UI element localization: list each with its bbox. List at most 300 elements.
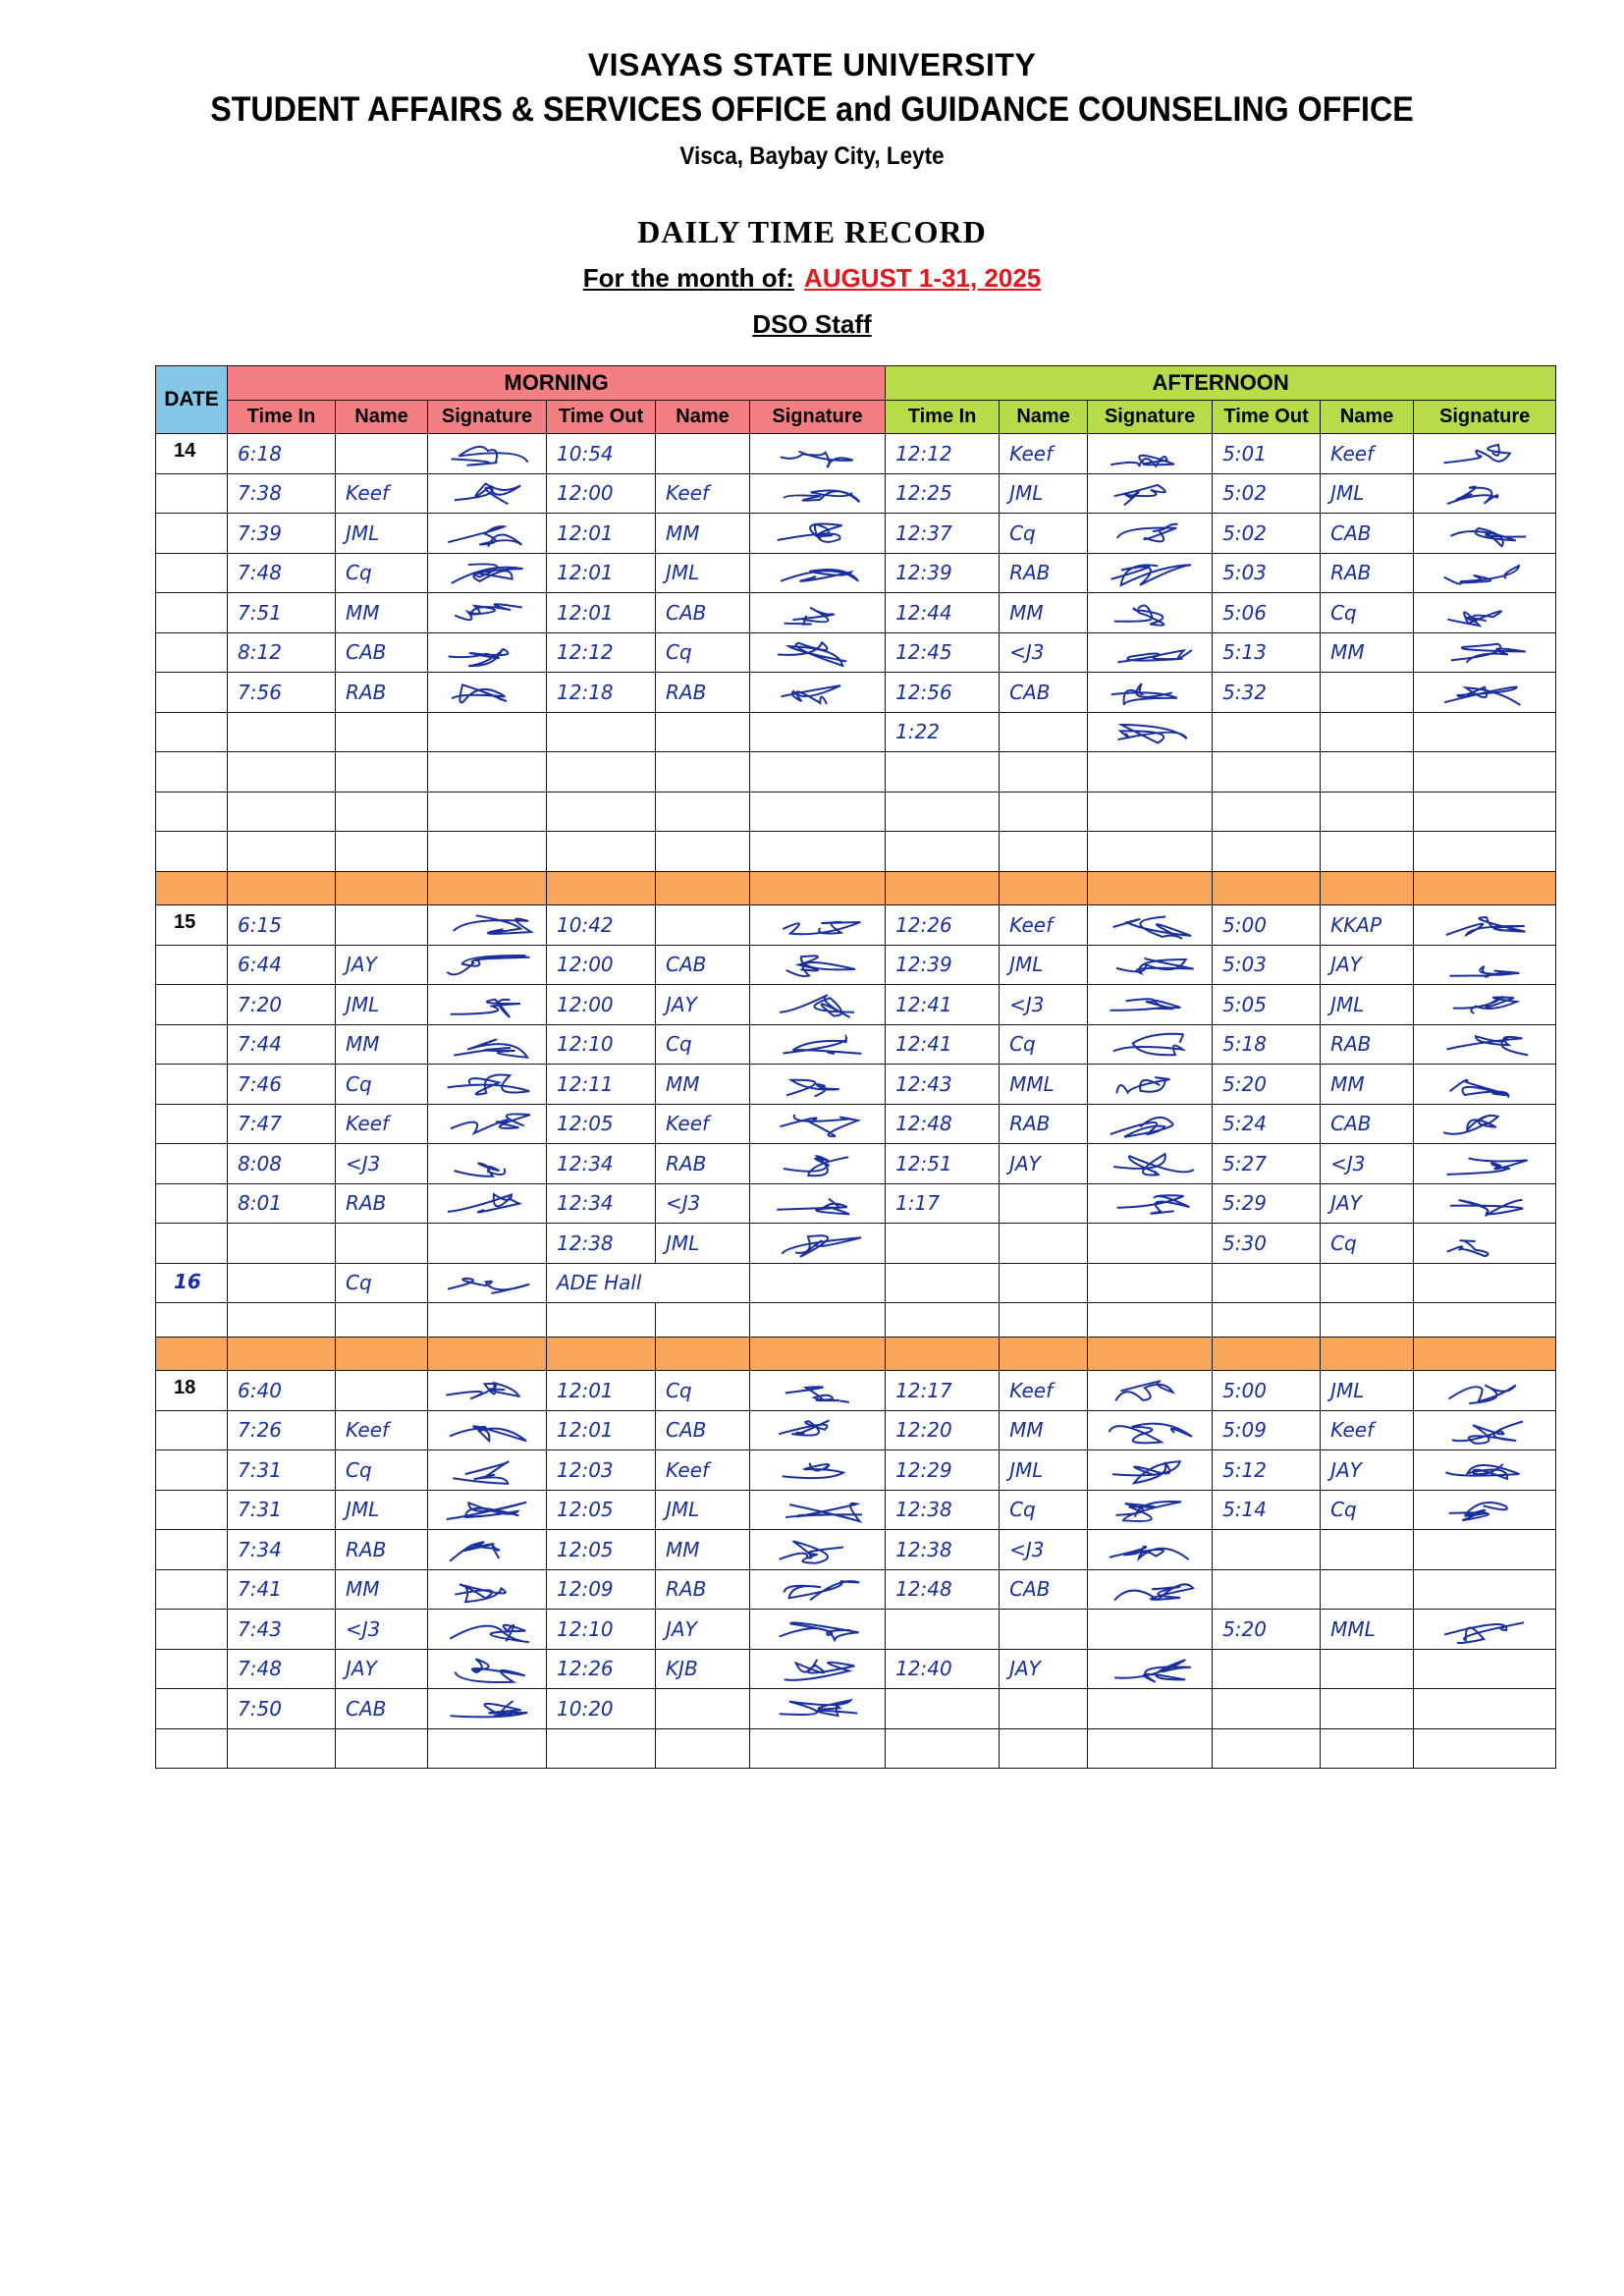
signature-cell bbox=[428, 1263, 547, 1303]
signature-cell bbox=[1088, 1649, 1213, 1689]
signature-cell bbox=[1414, 832, 1556, 872]
name-cell: Keef bbox=[656, 473, 750, 514]
name-cell bbox=[336, 434, 428, 474]
time-cell: 12:01 bbox=[547, 1410, 656, 1450]
time-cell: 5:09 bbox=[1213, 1410, 1321, 1450]
name-cell bbox=[1321, 1649, 1414, 1689]
signature-cell bbox=[1414, 712, 1556, 752]
time-cell: 12:26 bbox=[886, 905, 1000, 946]
time-cell: 8:08 bbox=[228, 1144, 336, 1184]
signature-scribble bbox=[1435, 1228, 1534, 1259]
signature-scribble bbox=[769, 909, 867, 941]
signature-cell bbox=[750, 1490, 886, 1530]
signature-cell bbox=[750, 1530, 886, 1570]
signature-cell bbox=[750, 1024, 886, 1065]
name-cell bbox=[1000, 1224, 1088, 1264]
signature-scribble bbox=[1101, 1108, 1199, 1139]
name-cell: CAB bbox=[656, 1410, 750, 1450]
signature-scribble bbox=[438, 597, 536, 629]
signature-cell bbox=[750, 1371, 886, 1411]
name-cell: JML bbox=[1321, 985, 1414, 1025]
signature-cell bbox=[1414, 434, 1556, 474]
column-header-row bbox=[156, 400, 1556, 434]
signature-scribble bbox=[1435, 1187, 1534, 1219]
signature-cell bbox=[1088, 434, 1213, 474]
date-cell bbox=[156, 553, 228, 593]
time-cell bbox=[1213, 1649, 1321, 1689]
table-row bbox=[156, 593, 1556, 633]
time-cell: 12:41 bbox=[886, 985, 1000, 1025]
name-cell bbox=[1321, 832, 1414, 872]
name-cell: MM bbox=[1321, 1065, 1414, 1105]
time-cell: 12:39 bbox=[886, 553, 1000, 593]
signature-scribble bbox=[769, 1375, 867, 1406]
signature-cell bbox=[750, 673, 886, 713]
date-cell bbox=[156, 1450, 228, 1491]
column-header: Signature bbox=[428, 400, 547, 434]
time-cell bbox=[228, 792, 336, 832]
signature-cell bbox=[428, 514, 547, 554]
signature-cell bbox=[1088, 1410, 1213, 1450]
signature-cell bbox=[750, 1728, 886, 1769]
table-row bbox=[156, 1065, 1556, 1105]
signature-cell bbox=[1088, 985, 1213, 1025]
signature-cell bbox=[1414, 1728, 1556, 1769]
signature-scribble bbox=[1435, 1068, 1534, 1100]
name-cell: RAB bbox=[336, 1530, 428, 1570]
name-cell: Cq bbox=[336, 553, 428, 593]
time-cell: 7:26 bbox=[228, 1410, 336, 1450]
signature-cell bbox=[750, 473, 886, 514]
empty-cell bbox=[886, 1263, 1000, 1303]
time-cell: 12:48 bbox=[886, 1569, 1000, 1610]
empty-cell bbox=[547, 1303, 656, 1338]
table-row bbox=[156, 832, 1556, 872]
name-cell: MML bbox=[1321, 1610, 1414, 1650]
table-row bbox=[156, 752, 1556, 793]
column-header: Name bbox=[656, 400, 750, 434]
time-cell: 10:54 bbox=[547, 434, 656, 474]
name-cell bbox=[656, 752, 750, 793]
university-name: VISAYAS STATE UNIVERSITY bbox=[587, 47, 1037, 82]
signature-cell bbox=[750, 514, 886, 554]
signature-cell bbox=[750, 1065, 886, 1105]
signature-cell bbox=[750, 1183, 886, 1224]
date-separator-row bbox=[156, 1337, 1556, 1371]
table-row bbox=[156, 514, 1556, 554]
signature-cell bbox=[1414, 593, 1556, 633]
time-cell: 12:26 bbox=[547, 1649, 656, 1689]
signature-scribble bbox=[438, 1148, 536, 1179]
signature-cell bbox=[1414, 1024, 1556, 1065]
signature-scribble bbox=[438, 1653, 536, 1684]
time-cell: 5:02 bbox=[1213, 473, 1321, 514]
separator-cell bbox=[228, 871, 336, 905]
name-cell: JAY bbox=[336, 945, 428, 985]
name-cell bbox=[1321, 1569, 1414, 1610]
signature-cell bbox=[1088, 514, 1213, 554]
table-row bbox=[156, 1569, 1556, 1610]
table-row bbox=[156, 1649, 1556, 1689]
signature-scribble bbox=[438, 1375, 536, 1406]
signature-cell bbox=[750, 792, 886, 832]
separator-cell bbox=[1321, 1337, 1414, 1371]
table-row bbox=[156, 1450, 1556, 1491]
signature-scribble bbox=[769, 438, 867, 469]
separator-cell bbox=[1213, 1337, 1321, 1371]
signature-cell bbox=[750, 1104, 886, 1144]
name-cell: Keef bbox=[1000, 1371, 1088, 1411]
signature-cell bbox=[750, 553, 886, 593]
signature-scribble bbox=[1101, 1414, 1199, 1446]
signature-cell bbox=[750, 632, 886, 673]
time-cell: 12:01 bbox=[547, 553, 656, 593]
table-row bbox=[156, 632, 1556, 673]
time-cell: 12:38 bbox=[547, 1224, 656, 1264]
time-cell: 12:18 bbox=[547, 673, 656, 713]
time-cell bbox=[1213, 1530, 1321, 1570]
signature-scribble bbox=[1435, 1613, 1534, 1645]
time-cell: 12:38 bbox=[886, 1490, 1000, 1530]
signature-cell bbox=[1088, 632, 1213, 673]
time-cell: 5:29 bbox=[1213, 1183, 1321, 1224]
date-cell bbox=[156, 945, 228, 985]
empty-cell bbox=[228, 1303, 336, 1338]
signature-cell bbox=[1414, 1450, 1556, 1491]
date-cell: 15 bbox=[156, 905, 228, 946]
time-cell: 7:51 bbox=[228, 593, 336, 633]
name-cell: MM bbox=[336, 593, 428, 633]
empty-cell bbox=[750, 1303, 886, 1338]
signature-cell bbox=[1414, 1410, 1556, 1450]
name-cell: CAB bbox=[1000, 673, 1088, 713]
date-cell bbox=[156, 632, 228, 673]
month-value: AUGUST 1-31, 2025 bbox=[803, 263, 1042, 293]
name-cell: Cq bbox=[336, 1263, 428, 1303]
signature-scribble bbox=[769, 1693, 867, 1724]
name-cell: CAB bbox=[1321, 1104, 1414, 1144]
signature-cell bbox=[1088, 752, 1213, 793]
time-cell: 12:40 bbox=[886, 1649, 1000, 1689]
signature-scribble bbox=[438, 909, 536, 941]
column-header: Name bbox=[1000, 400, 1088, 434]
name-cell bbox=[336, 792, 428, 832]
signature-scribble bbox=[1435, 1454, 1534, 1486]
signature-scribble bbox=[438, 949, 536, 980]
signature-scribble bbox=[1101, 636, 1199, 668]
name-cell bbox=[1000, 832, 1088, 872]
name-cell: RAB bbox=[1000, 553, 1088, 593]
name-cell: JML bbox=[336, 1490, 428, 1530]
name-cell: MM bbox=[336, 1024, 428, 1065]
signature-cell bbox=[428, 1371, 547, 1411]
column-header: Name bbox=[1321, 400, 1414, 434]
time-cell: 6:15 bbox=[228, 905, 336, 946]
name-cell: JML bbox=[1000, 945, 1088, 985]
time-cell: 12:56 bbox=[886, 673, 1000, 713]
signature-scribble bbox=[438, 438, 536, 469]
time-cell: 12:10 bbox=[547, 1024, 656, 1065]
time-cell: 7:41 bbox=[228, 1569, 336, 1610]
date-cell bbox=[156, 1024, 228, 1065]
signature-cell bbox=[1414, 905, 1556, 946]
signature-cell bbox=[750, 1689, 886, 1729]
signature-cell bbox=[428, 1689, 547, 1729]
signature-cell bbox=[428, 434, 547, 474]
name-cell: MM bbox=[336, 1569, 428, 1610]
signature-cell bbox=[428, 1024, 547, 1065]
column-header: Time In bbox=[886, 400, 1000, 434]
time-cell: 5:20 bbox=[1213, 1065, 1321, 1105]
name-cell: JML bbox=[1000, 1450, 1088, 1491]
signature-cell bbox=[1088, 945, 1213, 985]
signature-scribble bbox=[1101, 949, 1199, 980]
column-header: Signature bbox=[750, 400, 886, 434]
name-cell bbox=[1000, 1183, 1088, 1224]
name-cell bbox=[656, 434, 750, 474]
signature-scribble bbox=[1101, 1653, 1199, 1684]
name-cell: <J3 bbox=[656, 1183, 750, 1224]
date-cell bbox=[156, 1649, 228, 1689]
time-cell: 5:18 bbox=[1213, 1024, 1321, 1065]
month-label: For the month of: bbox=[582, 263, 794, 293]
time-cell: 5:05 bbox=[1213, 985, 1321, 1025]
date-cell bbox=[156, 673, 228, 713]
signature-cell bbox=[1414, 514, 1556, 554]
separator-cell bbox=[1088, 871, 1213, 905]
name-cell: Keef bbox=[336, 473, 428, 514]
name-cell: JAY bbox=[1321, 1183, 1414, 1224]
name-cell: JAY bbox=[656, 985, 750, 1025]
signature-scribble bbox=[769, 1613, 867, 1645]
signature-cell bbox=[1414, 1610, 1556, 1650]
signature-cell bbox=[1414, 945, 1556, 985]
signature-cell bbox=[1414, 1649, 1556, 1689]
time-cell: 7:44 bbox=[228, 1024, 336, 1065]
signature-cell bbox=[428, 1610, 547, 1650]
name-cell: CAB bbox=[1321, 514, 1414, 554]
signature-cell bbox=[1414, 673, 1556, 713]
time-cell bbox=[1213, 752, 1321, 793]
name-cell: RAB bbox=[656, 1569, 750, 1610]
signature-scribble bbox=[1435, 677, 1534, 708]
signature-scribble bbox=[438, 1108, 536, 1139]
name-cell: RAB bbox=[336, 673, 428, 713]
signature-scribble bbox=[1435, 1375, 1534, 1406]
signature-scribble bbox=[769, 1454, 867, 1486]
signature-cell bbox=[1088, 1689, 1213, 1729]
document-title: DAILY TIME RECORD bbox=[637, 214, 987, 249]
separator-cell bbox=[886, 1337, 1000, 1371]
name-cell: Keef bbox=[1000, 905, 1088, 946]
table-row bbox=[156, 1371, 1556, 1411]
signature-cell bbox=[1414, 1371, 1556, 1411]
signature-cell bbox=[1088, 1610, 1213, 1650]
signature-cell bbox=[750, 712, 886, 752]
empty-cell bbox=[1414, 1303, 1556, 1338]
name-cell: JML bbox=[1321, 1371, 1414, 1411]
time-cell: 12:01 bbox=[547, 1371, 656, 1411]
signature-cell bbox=[1088, 1530, 1213, 1570]
signature-cell bbox=[428, 1569, 547, 1610]
signature-scribble bbox=[769, 1534, 867, 1565]
table-row bbox=[156, 1144, 1556, 1184]
empty-cell bbox=[886, 1303, 1000, 1338]
signature-cell bbox=[750, 752, 886, 793]
signature-cell bbox=[750, 1569, 886, 1610]
table-row bbox=[156, 712, 1556, 752]
signature-cell bbox=[1088, 1450, 1213, 1491]
signature-cell bbox=[428, 832, 547, 872]
signature-scribble bbox=[769, 477, 867, 509]
time-cell: 6:40 bbox=[228, 1371, 336, 1411]
time-cell bbox=[1213, 1569, 1321, 1610]
name-cell: Cq bbox=[656, 632, 750, 673]
signature-cell bbox=[1088, 1224, 1213, 1264]
signature-scribble bbox=[1435, 438, 1534, 469]
signature-cell bbox=[428, 1224, 547, 1264]
signature-cell bbox=[1414, 985, 1556, 1025]
signature-scribble bbox=[1435, 518, 1534, 549]
signature-scribble bbox=[1101, 716, 1199, 747]
time-cell: 12:05 bbox=[547, 1530, 656, 1570]
signature-cell bbox=[1088, 1728, 1213, 1769]
separator-cell bbox=[1213, 871, 1321, 905]
name-cell: JAY bbox=[336, 1649, 428, 1689]
date-cell bbox=[156, 473, 228, 514]
time-cell: 5:30 bbox=[1213, 1224, 1321, 1264]
signature-scribble bbox=[438, 636, 536, 668]
time-cell: 12:25 bbox=[886, 473, 1000, 514]
signature-scribble bbox=[1101, 477, 1199, 509]
table-row bbox=[156, 905, 1556, 946]
time-cell bbox=[1213, 712, 1321, 752]
time-in-cell bbox=[228, 1263, 336, 1303]
date-cell: 18 bbox=[156, 1371, 228, 1411]
name-cell: Cq bbox=[656, 1024, 750, 1065]
signature-cell bbox=[750, 1450, 886, 1491]
signature-cell bbox=[428, 632, 547, 673]
empty-cell bbox=[1213, 1263, 1321, 1303]
name-cell: <J3 bbox=[1000, 632, 1088, 673]
name-cell bbox=[656, 1728, 750, 1769]
time-record-table bbox=[155, 365, 1556, 1769]
time-cell: 12:37 bbox=[886, 514, 1000, 554]
time-cell: 12:41 bbox=[886, 1024, 1000, 1065]
name-cell bbox=[656, 792, 750, 832]
signature-scribble bbox=[1101, 909, 1199, 941]
signature-cell bbox=[750, 985, 886, 1025]
date-cell bbox=[156, 1490, 228, 1530]
signature-cell bbox=[1414, 1224, 1556, 1264]
signature-scribble bbox=[1435, 557, 1534, 588]
time-cell: 12:05 bbox=[547, 1104, 656, 1144]
time-cell: 12:01 bbox=[547, 593, 656, 633]
signature-scribble bbox=[769, 989, 867, 1020]
time-cell: 12:12 bbox=[886, 434, 1000, 474]
signature-cell bbox=[1088, 1569, 1213, 1610]
name-cell: Keef bbox=[336, 1104, 428, 1144]
empty-cell bbox=[750, 1263, 886, 1303]
time-cell: 5:02 bbox=[1213, 514, 1321, 554]
signature-scribble bbox=[1101, 1494, 1199, 1525]
name-cell: JML bbox=[1321, 473, 1414, 514]
table-row bbox=[156, 1410, 1556, 1450]
time-cell: 7:31 bbox=[228, 1450, 336, 1491]
time-cell: 7:20 bbox=[228, 985, 336, 1025]
date-cell bbox=[156, 1224, 228, 1264]
date-cell bbox=[156, 1689, 228, 1729]
signature-scribble bbox=[438, 989, 536, 1020]
signature-scribble bbox=[769, 1228, 867, 1259]
signature-scribble bbox=[1435, 949, 1534, 980]
signature-cell bbox=[1414, 1144, 1556, 1184]
signature-scribble bbox=[769, 597, 867, 629]
empty-cell bbox=[156, 1303, 228, 1338]
time-cell: 12:00 bbox=[547, 945, 656, 985]
signature-scribble bbox=[1101, 989, 1199, 1020]
column-header: Signature bbox=[1414, 400, 1556, 434]
name-cell bbox=[336, 1224, 428, 1264]
section-header-row bbox=[156, 366, 1556, 401]
empty-cell bbox=[1000, 1263, 1088, 1303]
name-cell: Cq bbox=[1321, 1224, 1414, 1264]
signature-cell bbox=[1088, 712, 1213, 752]
time-cell: 7:46 bbox=[228, 1065, 336, 1105]
name-cell: JAY bbox=[1000, 1144, 1088, 1184]
signature-cell bbox=[428, 712, 547, 752]
date-cell bbox=[156, 1065, 228, 1105]
time-cell: 5:20 bbox=[1213, 1610, 1321, 1650]
signature-scribble bbox=[769, 1108, 867, 1139]
time-cell bbox=[886, 1689, 1000, 1729]
signature-cell bbox=[428, 593, 547, 633]
signature-scribble bbox=[1435, 989, 1534, 1020]
empty-cell bbox=[1414, 1263, 1556, 1303]
empty-cell bbox=[428, 1303, 547, 1338]
separator-cell bbox=[1414, 871, 1556, 905]
separator-cell bbox=[656, 871, 750, 905]
signature-scribble bbox=[1101, 1068, 1199, 1100]
signature-scribble bbox=[438, 557, 536, 588]
signature-cell bbox=[1088, 905, 1213, 946]
time-cell: 5:27 bbox=[1213, 1144, 1321, 1184]
name-cell: JML bbox=[1000, 473, 1088, 514]
time-cell: 5:14 bbox=[1213, 1490, 1321, 1530]
signature-cell bbox=[428, 945, 547, 985]
name-cell: MM bbox=[656, 1065, 750, 1105]
signature-cell bbox=[428, 985, 547, 1025]
signature-scribble bbox=[769, 1148, 867, 1179]
month-line bbox=[0, 263, 1624, 294]
signature-scribble bbox=[438, 1068, 536, 1100]
signature-cell bbox=[428, 905, 547, 946]
name-cell bbox=[1321, 792, 1414, 832]
separator-cell bbox=[1088, 1337, 1213, 1371]
name-cell: RAB bbox=[656, 673, 750, 713]
time-cell: 5:03 bbox=[1213, 945, 1321, 985]
time-cell bbox=[1213, 1689, 1321, 1729]
signature-scribble bbox=[769, 636, 867, 668]
table-row bbox=[156, 1183, 1556, 1224]
empty-cell bbox=[1321, 1263, 1414, 1303]
name-cell bbox=[336, 712, 428, 752]
table-row bbox=[156, 553, 1556, 593]
name-cell: Keef bbox=[656, 1450, 750, 1491]
signature-scribble bbox=[1101, 1573, 1199, 1605]
date-cell bbox=[156, 1104, 228, 1144]
name-cell: <J3 bbox=[336, 1610, 428, 1650]
